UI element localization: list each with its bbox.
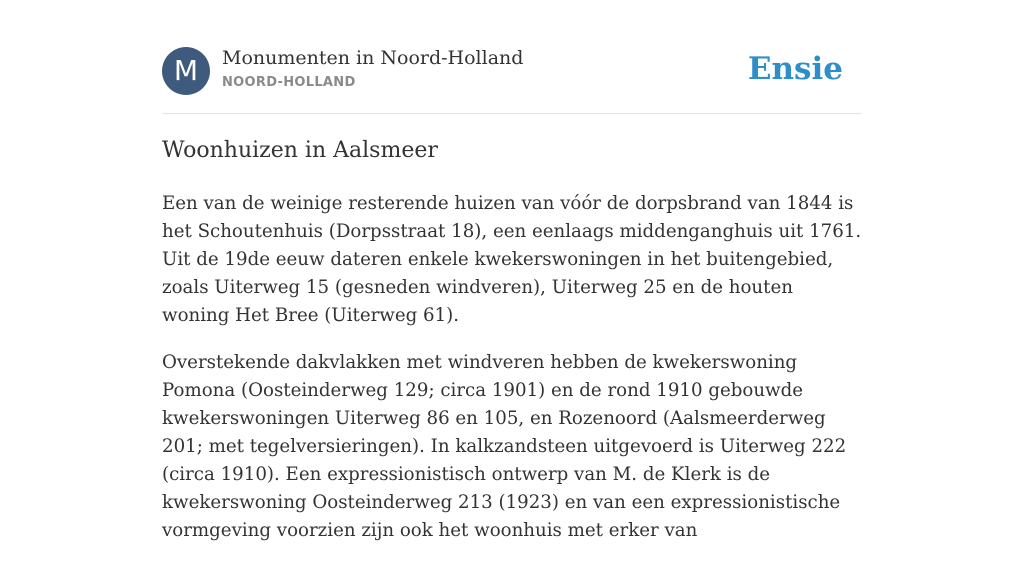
site-subtitle[interactable]: NOORD-HOLLAND [222, 75, 356, 90]
article-title: Woonhuizen in Aalsmeer [162, 138, 438, 163]
paragraph-2: Overstekende dakvlakken met windveren hebben de kwekerswoning Pomona (Oosteinderweg 129; circa 1901) en de rond 1910 gebouwde kwekerswoningen Uiterweg 86 en 105, en Rozenoord (Aalsmeerderweg 201; met tegelversieringen). In kalkzandsteen uitgevoerd is Uiterweg 222 (circa 1910). Een expressionistisch ontwerp van M. de Klerk is de kwekerswoning Oosteinderweg 213 (1923) en van een expressionistische vormgeving voorzien zijn ook het woonhuis met erker van [162, 352, 847, 541]
avatar[interactable]: M [162, 47, 210, 95]
paragraph-1: Een van de weinige resterende huizen van vóór de dorpsbrand van 1844 is het Schoutenhuis (Dorpsstraat 18), een eenlaags middenganghuis uit 1761. Uit de 19de eeuw dateren enkele kwekerswoningen in het buitengebied, zoals Uiterweg 15 (gesneden windveren), Uiterweg 25 en de houten woning Het Bree (Uiterweg 61). [162, 193, 862, 326]
brand-logo[interactable]: Ensie [747, 51, 843, 87]
article-body [162, 190, 862, 564]
site-title[interactable]: Monumenten in Noord-Holland [222, 47, 524, 69]
header [162, 47, 862, 95]
divider [162, 113, 862, 114]
